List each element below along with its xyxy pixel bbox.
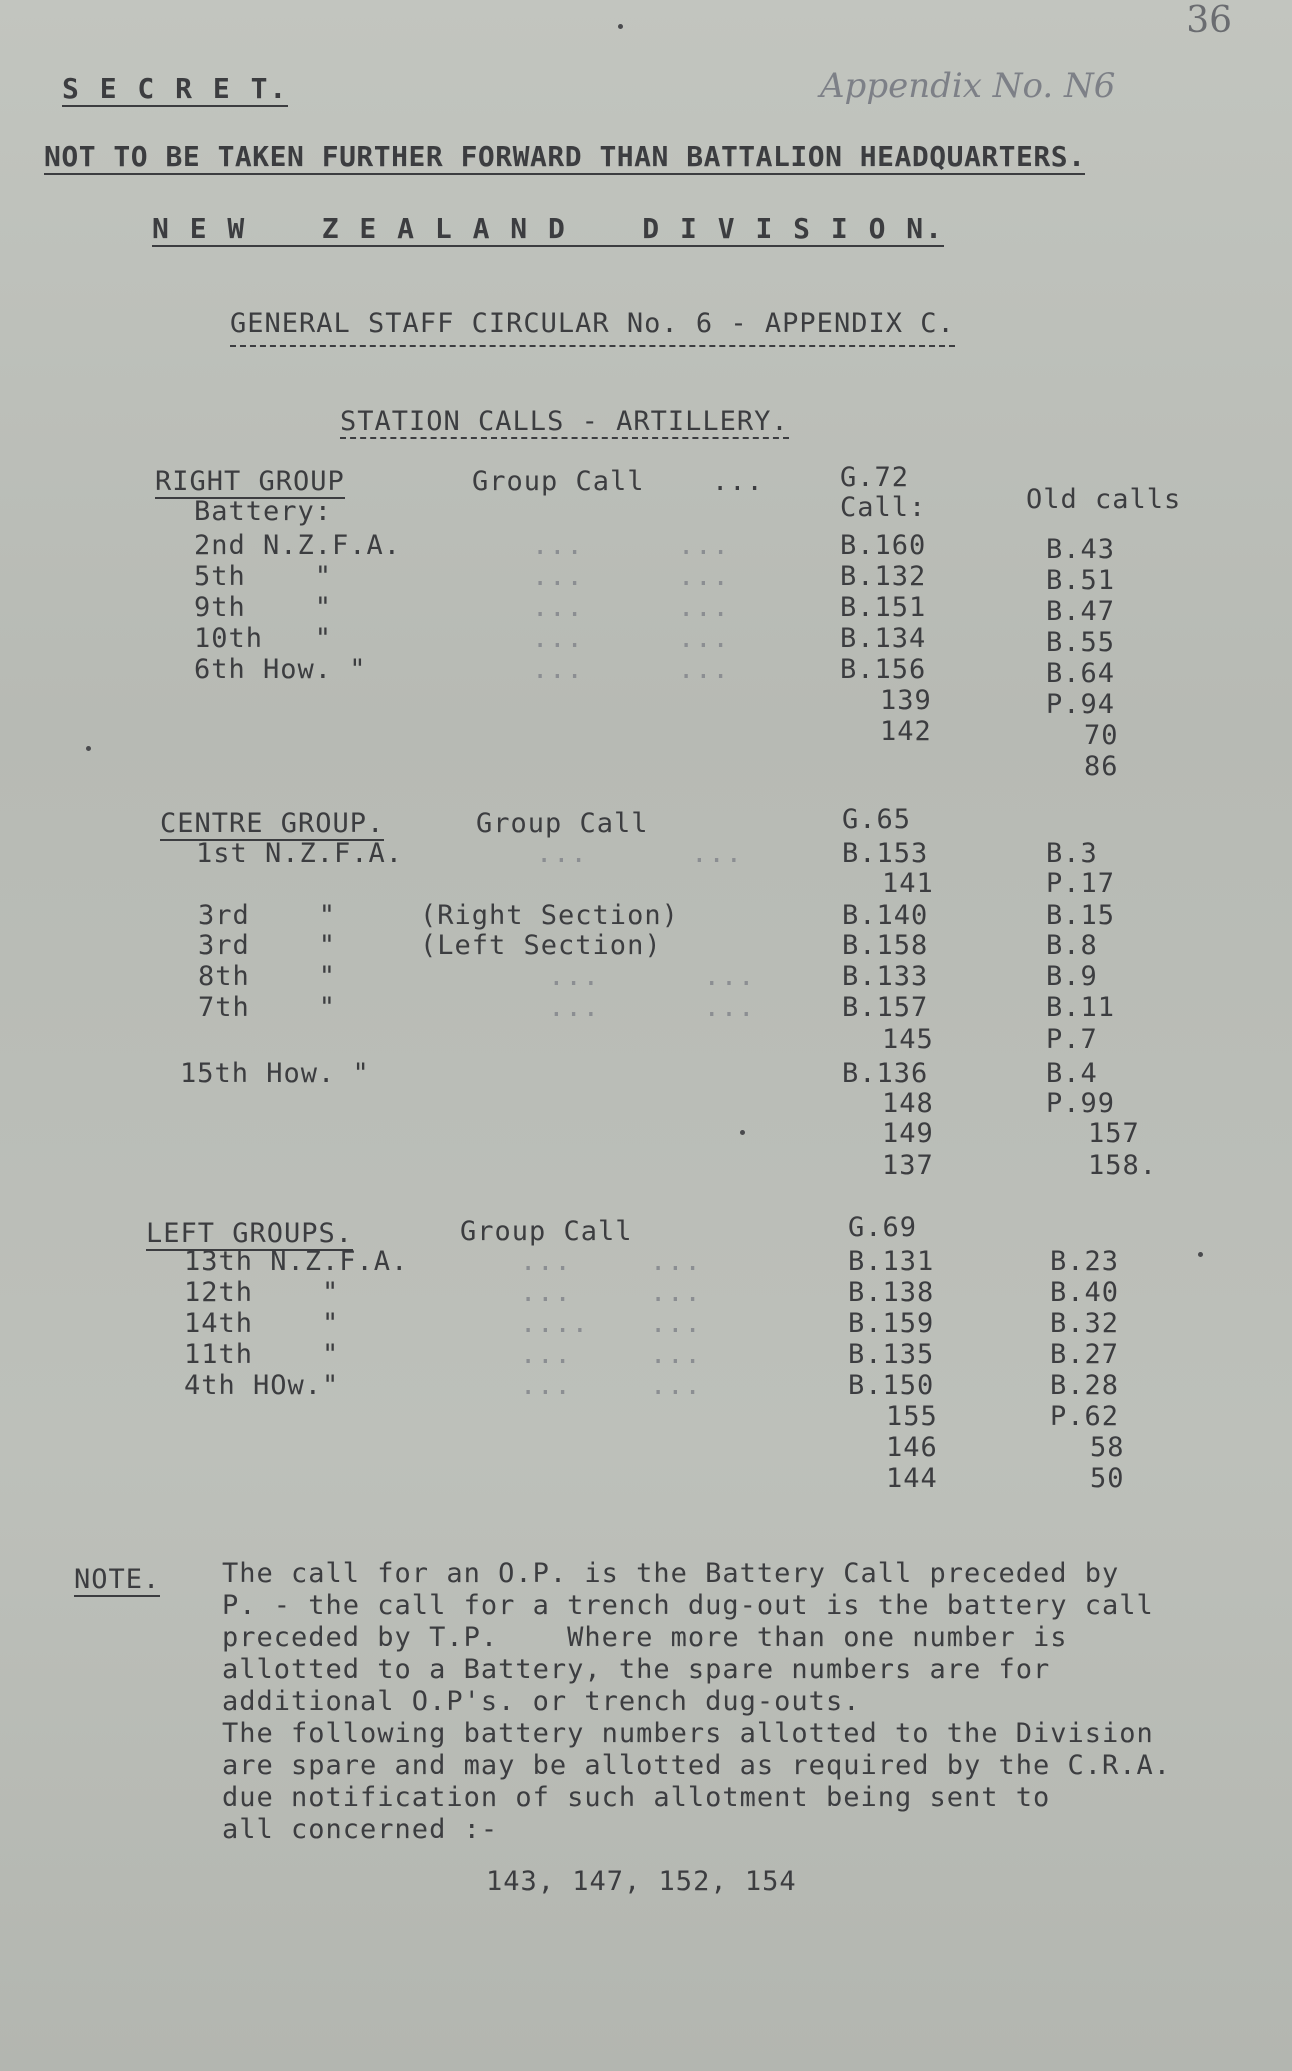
leader-dots: ...	[532, 654, 584, 685]
station-call: B.156	[840, 654, 927, 685]
old-call: B.4	[1046, 1058, 1098, 1089]
division-heading: N E W Z E A L A N D D I V I S I O N.	[152, 212, 945, 245]
station-call: B.158	[842, 930, 929, 961]
note-line: preceded by T.P. Where more than one number is	[222, 1622, 1068, 1653]
station-call: B.153	[842, 838, 929, 869]
section-note: ... ...	[462, 992, 756, 1023]
battery-label: Battery:	[194, 496, 333, 527]
section-note: (Right Section)	[420, 900, 679, 931]
battery-name: 7th "	[198, 992, 337, 1023]
station-call: 139	[880, 685, 932, 716]
old-call: B.43	[1046, 534, 1116, 565]
station-call: B.160	[840, 530, 927, 561]
right-group-title: RIGHT GROUP	[155, 466, 345, 497]
old-call: 158.	[1088, 1150, 1158, 1181]
battery-name: 11th "	[184, 1339, 340, 1370]
old-call: B.64	[1046, 658, 1116, 689]
battery-name: 2nd N.Z.F.A.	[194, 530, 402, 561]
station-call: B.134	[840, 623, 927, 654]
battery-name: 9th "	[194, 592, 333, 623]
leader-dots: ...	[650, 1308, 702, 1339]
old-call: 157	[1088, 1118, 1140, 1149]
station-call: B.159	[848, 1308, 935, 1339]
centre-group-call: G.65	[842, 804, 912, 835]
station-call: 155	[886, 1401, 938, 1432]
leader-dots: ...	[678, 561, 730, 592]
old-call: 50	[1090, 1463, 1125, 1494]
old-call: B.27	[1050, 1339, 1120, 1370]
leader-dots: ...	[678, 530, 730, 561]
section-note: ... ...	[462, 961, 756, 992]
station-call: B.150	[848, 1370, 935, 1401]
old-call: B.55	[1046, 627, 1116, 658]
station-call: 145	[882, 1024, 934, 1055]
leader-dots: ...	[532, 623, 584, 654]
right-group-call: G.72	[840, 462, 910, 493]
subject-title: STATION CALLS - ARTILLERY.	[340, 406, 789, 437]
battery-name: 4th HOw."	[184, 1370, 340, 1401]
station-call: 148	[882, 1088, 934, 1119]
old-call: B.51	[1046, 565, 1116, 596]
leader-dots: ...	[520, 1246, 572, 1277]
station-call: B.132	[840, 561, 927, 592]
station-call: B.151	[840, 592, 927, 623]
leader-dots: ...	[520, 1277, 572, 1308]
note-line: additional O.P's. or trench dug-outs.	[222, 1686, 861, 1717]
old-call: B.28	[1050, 1370, 1120, 1401]
old-call: B.32	[1050, 1308, 1120, 1339]
old-call: B.9	[1046, 961, 1098, 992]
leader-dots: ....	[520, 1308, 590, 1339]
note-line: P. - the call for a trench dug-out is the battery call	[222, 1590, 1154, 1621]
station-call: 142	[880, 716, 932, 747]
station-call: B.136	[842, 1058, 929, 1089]
battery-name: 1st N.Z.F.A.	[196, 838, 404, 869]
note-line: are spare and may be allotted as required by the C.R.A.	[222, 1750, 1172, 1781]
circular-title: GENERAL STAFF CIRCULAR No. 6 - APPENDIX C.	[230, 308, 955, 347]
battery-name: 3rd "	[198, 930, 337, 961]
battery-name: 3rd "	[198, 900, 337, 931]
call-label: Call:	[840, 492, 927, 523]
old-call: B.47	[1046, 596, 1116, 627]
old-call: P.17	[1046, 868, 1116, 899]
old-call: B.11	[1046, 992, 1116, 1023]
station-call: 149	[882, 1118, 934, 1149]
station-call: B.133	[842, 961, 929, 992]
leader-dots: ...	[678, 654, 730, 685]
battery-name: 15th How. "	[180, 1058, 370, 1089]
battery-name: 8th "	[198, 961, 337, 992]
old-call: B.15	[1046, 900, 1116, 931]
battery-name: 6th How. "	[194, 654, 367, 685]
left-group-title: LEFT GROUPS.	[146, 1218, 354, 1249]
note-line: all concerned :-	[222, 1814, 499, 1845]
old-call: 58	[1090, 1432, 1125, 1463]
leader-dots: ...	[650, 1277, 702, 1308]
station-call: 137	[882, 1150, 934, 1181]
leader-dots: ...	[678, 623, 730, 654]
paper-speck	[740, 1130, 745, 1135]
old-call: B.8	[1046, 930, 1098, 961]
station-call: 141	[882, 868, 934, 899]
note-line: The following battery numbers allotted to the Division	[222, 1718, 1154, 1749]
station-call: B.157	[842, 992, 929, 1023]
right-group-call-label: Group Call	[472, 466, 645, 497]
paper-speck	[86, 746, 91, 751]
battery-name: 13th N.Z.F.A.	[184, 1246, 409, 1277]
old-call: 70	[1084, 720, 1119, 751]
battery-name: 12th "	[184, 1277, 340, 1308]
leader-dots: ...	[650, 1370, 702, 1401]
centre-group-call-label: Group Call	[476, 808, 649, 839]
leader-dots: ...	[532, 561, 584, 592]
battery-name: 5th "	[194, 561, 333, 592]
paper-speck	[1198, 1252, 1203, 1257]
station-call: B.131	[848, 1246, 935, 1277]
station-call: B.138	[848, 1277, 935, 1308]
station-call: 144	[886, 1463, 938, 1494]
section-note: ... ...	[536, 838, 744, 869]
restriction-line: NOT TO BE TAKEN FURTHER FORWARD THAN BATTALION HEADQUARTERS.	[44, 140, 1086, 173]
old-call: B.3	[1046, 838, 1098, 869]
battery-name: 14th "	[184, 1308, 340, 1339]
spare-numbers: 143, 147, 152, 154	[486, 1866, 797, 1897]
leader-dots: ...	[650, 1246, 702, 1277]
old-call: P.99	[1046, 1088, 1116, 1119]
leader-dots: ...	[650, 1339, 702, 1370]
note-label: NOTE.	[74, 1564, 161, 1595]
station-call: B.135	[848, 1339, 935, 1370]
section-note: (Left Section)	[420, 930, 662, 961]
station-call: 146	[886, 1432, 938, 1463]
right-group-call-dots: ...	[712, 466, 764, 497]
old-call: P.7	[1046, 1024, 1098, 1055]
note-line: due notification of such allotment being sent to	[222, 1782, 1051, 1813]
old-call: 86	[1084, 751, 1119, 782]
leader-dots: ...	[532, 592, 584, 623]
leader-dots: ...	[520, 1339, 572, 1370]
note-line: The call for an O.P. is the Battery Call preceded by	[222, 1558, 1120, 1589]
left-group-call: G.69	[848, 1212, 918, 1243]
secret-marking: S E C R E T.	[62, 72, 289, 105]
paper-speck	[618, 24, 623, 29]
old-call: P.62	[1050, 1401, 1120, 1432]
old-call: P.94	[1046, 689, 1116, 720]
folio-number: 36	[1186, 0, 1232, 41]
leader-dots: ...	[678, 592, 730, 623]
leader-dots: ...	[520, 1370, 572, 1401]
old-call: B.40	[1050, 1277, 1120, 1308]
old-calls-label: Old calls	[1026, 484, 1182, 515]
appendix-pencil-note: Appendix No. N6	[820, 66, 1116, 106]
station-call: B.140	[842, 900, 929, 931]
left-group-call-label: Group Call	[460, 1216, 633, 1247]
centre-group-title: CENTRE GROUP.	[160, 808, 385, 839]
leader-dots: ...	[532, 530, 584, 561]
battery-name: 10th "	[194, 623, 333, 654]
note-line: allotted to a Battery, the spare numbers are for	[222, 1654, 1051, 1685]
old-call: B.23	[1050, 1246, 1120, 1277]
